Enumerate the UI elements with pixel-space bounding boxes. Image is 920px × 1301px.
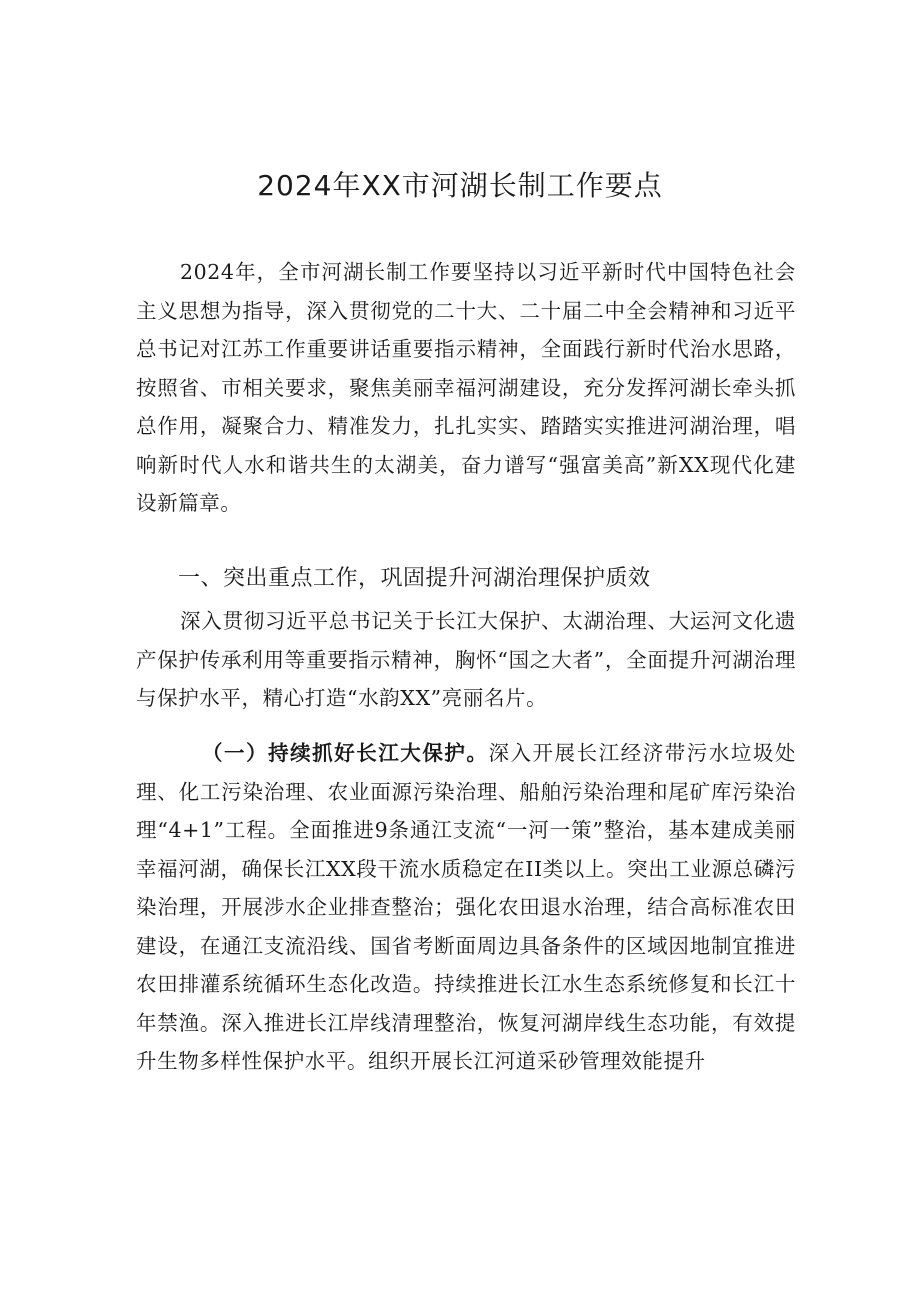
section-heading-1: 一、突出重点工作，巩固提升河湖治理保护质效 [178,566,651,591]
section-1-paragraph: 深入贯彻习近平总书记关于长江大保护、太湖治理、大运河文化遗产保护传承利用等重要指示精神，胸怀“国之大者”，全面提升河湖治理与保护水平，精心打造“水韵XX”亮丽名片。 [136,609,796,710]
item-1-paragraph [136,734,796,1081]
document-title: 2024年XX市河湖长制工作要点 [257,169,663,202]
item-1-lead: （一）持续抓好长江大保护。 [202,741,489,765]
intro-paragraph: 2024年，全市河湖长制工作要坚持以习近平新时代中国特色社会主义思想为指导，深入贯彻党的二十大、二十届二中全会精神和习近平总书记对江苏工作重要讲话重要指示精神，全面践行新时代治水思路，按照省、市相关要求，聚焦美丽幸福河湖建设，充分发挥河湖长牵头抓总作用，凝聚合力、精准发力，扎扎实实、踏踏实实推进河湖治理，唱响新时代人水和谐共生的太湖美，奋力谱写“强富美高”新XX现代化建设新篇章。 [136,260,796,515]
item-1-text: 深入开展长江经济带污水垃圾处理、化工污染治理、农业面源污染治理、船舶污染治理和尾矿库污染治理“4+1”工程。全面推进9条通江支流“一河一策”整治，基本建成美丽幸福河湖，确保长江XX段干流水质稳定在II类以上。突出工业源总磷污染治理，开展涉水企业排查整治；强化农田退水治理，结合高标准农田建设，在通江支流沿线、国省考断面周边具备条件的区域因地制宜推进农田排灌系统循环生态化改造。持续推进长江水生态系统修复和长江十年禁渔。深入推进长江岸线清理整治，恢复河湖岸线生态功能，有效提升生物多样性保护水平。组织开展长江河道采砂管理效能提升 [136,741,796,1073]
